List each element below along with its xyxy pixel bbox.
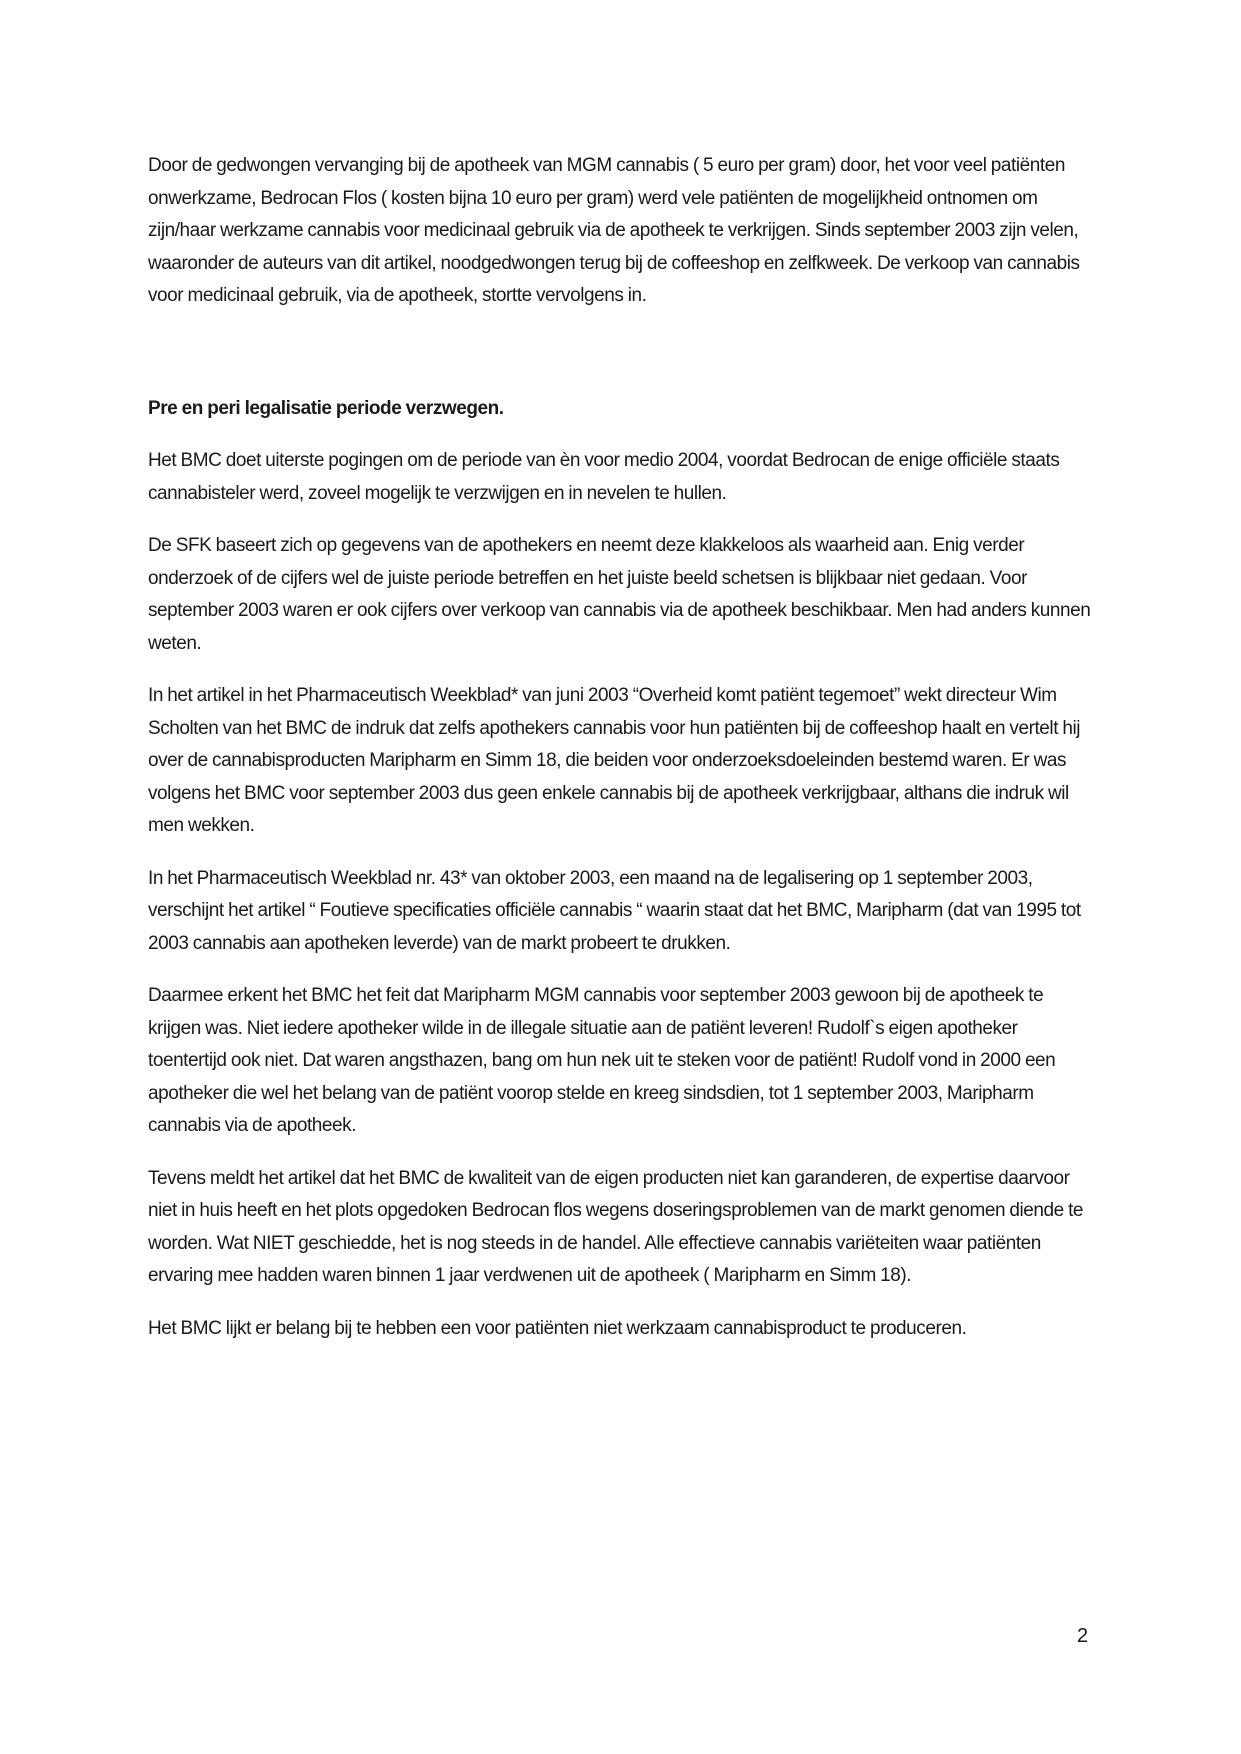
paragraph-pw-june-2003: In het artikel in het Pharmaceutisch Weekblad* van juni 2003 “Overheid komt patiënt tegemoet” wekt directeur Wim Scholten van het BMC de indruk dat zelfs apothekers cannabis voor hun patiënten bij de coffeeshop haalt en vertelt hij over de cannabisproducten Maripharm en Simm 18, die beiden voor onderzoeksdoeleinden bestemd waren. Er was volgens het BMC voor september 2003 dus geen enkele cannabis bij de apotheek verkrijgbaar, althans die indruk wil men wekken.: [148, 685, 1081, 836]
paragraph-quality: Tevens meldt het artikel dat het BMC de kwaliteit van de eigen producten niet kan garanderen, de expertise daarvoor niet in huis heeft en het plots opgedoken Bedrocan flos wegens doseringsproblemen van de markt genomen diende te worden. Wat NIET geschiedde, het is nog steeds in de handel. Alle effectieve cannabis variëteiten waar patiënten ervaring mee hadden waren binnen 1 jaar verdwenen uit de apotheek ( Maripharm en Simm 18).: [148, 1167, 1084, 1286]
paragraph-bmc-acknowledges: Daarmee erkent het BMC het feit dat Maripharm MGM cannabis voor september 2003 gewoon bij de apotheek te krijgen was. Niet iedere apotheker wilde in de illegale situatie aan de patiënt leveren! Rudolf`s eigen apotheker toentertijd ook niet. Dat waren angsthazen, bang om hun nek uit te steken voor de patiënt! Rudolf vond in 2000 een apotheker die wel het belang van de patiënt voorop stelde en kreeg sindsdien, tot 1 september 2003, Maripharm cannabis via de apotheek.: [148, 985, 1056, 1136]
section-heading: Pre en peri legalisatie periode verzwegen.: [148, 397, 504, 419]
paragraph-bmc-efforts: Het BMC doet uiterste pogingen om de periode van èn voor medio 2004, voordat Bedrocan de enige officiële staats cannabisteler werd, zoveel mogelijk te verzwijgen en in nevelen te hullen.: [148, 450, 1060, 504]
paragraph-pw-october-2003: In het Pharmaceutisch Weekblad nr. 43* van oktober 2003, een maand na de legalisering op 1 september 2003, verschijnt het artikel “ Foutieve specificaties officiële cannabis “ waarin staat dat het BMC, Maripharm (dat van 1995 tot 2003 cannabis aan apotheken leverde) van de markt probeert te drukken.: [148, 867, 1081, 954]
paragraph-conclusion: Het BMC lijkt er belang bij te hebben een voor patiënten niet werkzaam cannabisproduct te produceren.: [148, 1317, 967, 1339]
paragraph-sfk: De SFK baseert zich op gegevens van de apothekers en neemt deze klakkeloos als waarheid aan. Enig verder onderzoek of de cijfers wel de juiste periode betreffen en het juiste beeld schetsen is blijkbaar niet gedaan. Voor september 2003 waren er ook cijfers over verkoop van cannabis via de apotheek beschikbaar. Men had anders kunnen weten.: [148, 535, 1091, 654]
intro-paragraph: Door de gedwongen vervanging bij de apotheek van MGM cannabis ( 5 euro per gram) door, het voor veel patiënten onwerkzame, Bedrocan Flos ( kosten bijna 10 euro per gram) werd vele patiënten de mogelijkheid ontnomen om zijn/haar werkzame cannabis voor medicinaal gebruik via de apotheek te verkrijgen. Sinds september 2003 zijn velen, waaronder de auteurs van dit artikel, noodgedwongen terug bij de coffeeshop en zelfkweek. De verkoop van cannabis voor medicinaal gebruik, via de apotheek, stortte vervolgens in.: [148, 155, 1080, 306]
page-number: 2: [1077, 1625, 1089, 1647]
document-body: [148, 150, 1098, 1365]
